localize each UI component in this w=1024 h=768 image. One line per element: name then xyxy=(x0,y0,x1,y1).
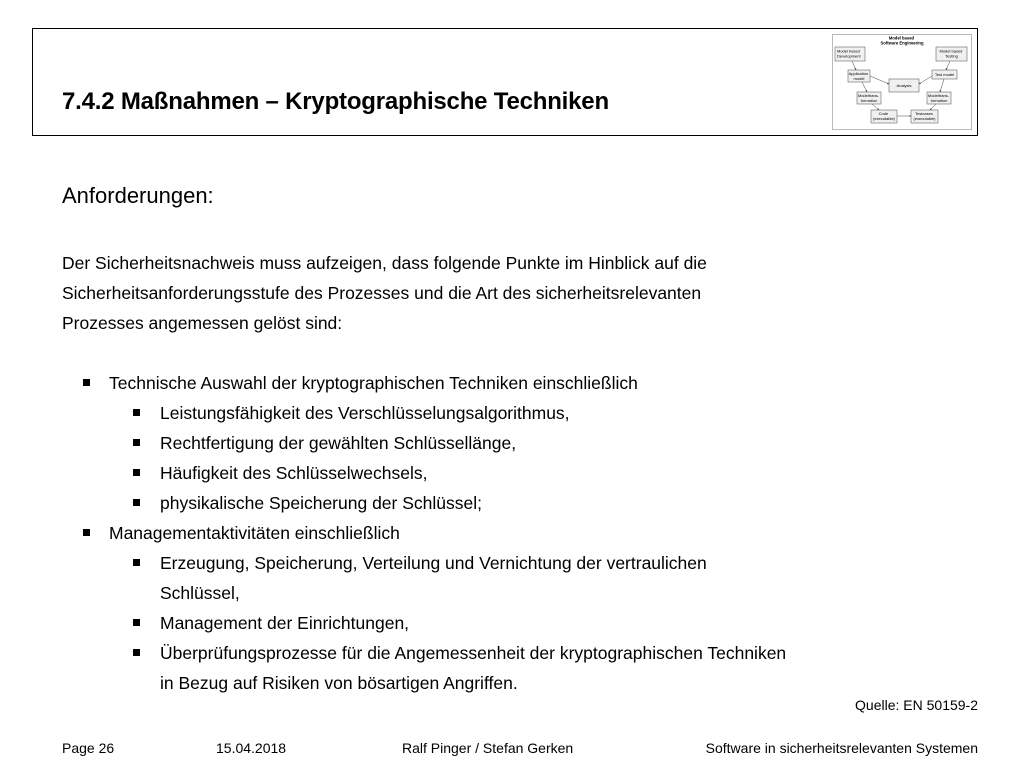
diagram-label-testcases: Testcases (executable) xyxy=(913,111,936,121)
diagram-top-title: Model based Software Engineering xyxy=(880,35,924,46)
bullet-square-icon xyxy=(83,379,90,386)
footer-page-number: Page 26 xyxy=(62,740,115,756)
requirements-heading: Anforderungen: xyxy=(62,183,214,208)
intro-paragraph xyxy=(62,248,962,338)
diagram-label-right-transformation: Modeltrans- formation xyxy=(927,93,949,103)
diagram-label-analysis: Analysis xyxy=(896,83,912,88)
list-item-text: Technische Auswahl der kryptographischen Techniken einschließlich xyxy=(109,373,638,393)
list-item-text: Leistungsfähigkeit des Verschlüsselungsalgorithmus, xyxy=(160,403,570,423)
bullet-square-icon xyxy=(83,529,90,536)
bullet-square-icon xyxy=(133,499,140,506)
model-based-engineering-diagram xyxy=(832,34,972,130)
list-item-text: Erzeugung, Speicherung, Verteilung und Vernichtung der vertraulichen xyxy=(160,553,707,573)
bullet-square-icon xyxy=(133,469,140,476)
list-item-text: Rechtfertigung der gewählten Schlüssellänge, xyxy=(160,433,517,453)
diagram-label-code: Code (executable) xyxy=(872,111,896,121)
bullet-square-icon xyxy=(133,649,140,656)
intro-line: Sicherheitsanforderungsstufe des Prozesses und die Art des sicherheitsrelevanten xyxy=(62,283,702,303)
list-item-text: Managementaktivitäten einschließlich xyxy=(109,523,400,543)
footer-date: 15.04.2018 xyxy=(216,740,287,756)
diagram-label-development: Model based Development xyxy=(837,48,861,59)
footer-course-title: Software in sicherheitsrelevanten Systemen xyxy=(705,740,978,756)
list-item xyxy=(80,638,1000,698)
list-item-text: Häufigkeit des Schlüsselwechsels, xyxy=(160,463,428,483)
intro-line: Der Sicherheitsnachweis muss aufzeigen, dass folgende Punkte im Hinblick auf die xyxy=(62,253,707,273)
footer-authors: Ralf Pinger / Stefan Gerken xyxy=(402,740,574,756)
list-item xyxy=(80,548,1000,608)
diagram-label-application-model: Application model xyxy=(848,71,869,81)
bullet-square-icon xyxy=(133,559,140,566)
list-item-text: Überprüfungsprozesse für die Angemessenheit der kryptographischen Techniken xyxy=(160,643,787,663)
bullet-square-icon xyxy=(133,439,140,446)
list-item xyxy=(80,428,1000,458)
slide-title: 7.4.2 Maßnahmen – Kryptographische Techniken xyxy=(62,88,609,115)
list-item xyxy=(80,518,1000,548)
list-item xyxy=(80,608,1000,638)
list-item xyxy=(80,458,1000,488)
list-item-text: physikalische Speicherung der Schlüssel; xyxy=(160,493,482,513)
list-item xyxy=(80,398,1000,428)
list-item xyxy=(80,368,1000,398)
requirements-list xyxy=(80,368,1000,698)
bullet-square-icon xyxy=(133,409,140,416)
diagram-label-test-model: Test model xyxy=(934,72,955,77)
diagram-label-left-transformation: Modeltrans- formation xyxy=(857,93,879,103)
intro-line: Prozesses angemessen gelöst sind: xyxy=(62,313,343,333)
list-item-text: Management der Einrichtungen, xyxy=(160,613,410,633)
source-citation: Quelle: EN 50159-2 xyxy=(855,697,978,713)
list-item-text: in Bezug auf Risiken von bösartigen Angriffen. xyxy=(160,673,518,693)
list-item xyxy=(80,488,1000,518)
diagram-label-testing: Model based Testing xyxy=(939,48,963,59)
list-item-text: Schlüssel, xyxy=(160,583,240,603)
bullet-square-icon xyxy=(133,619,140,626)
